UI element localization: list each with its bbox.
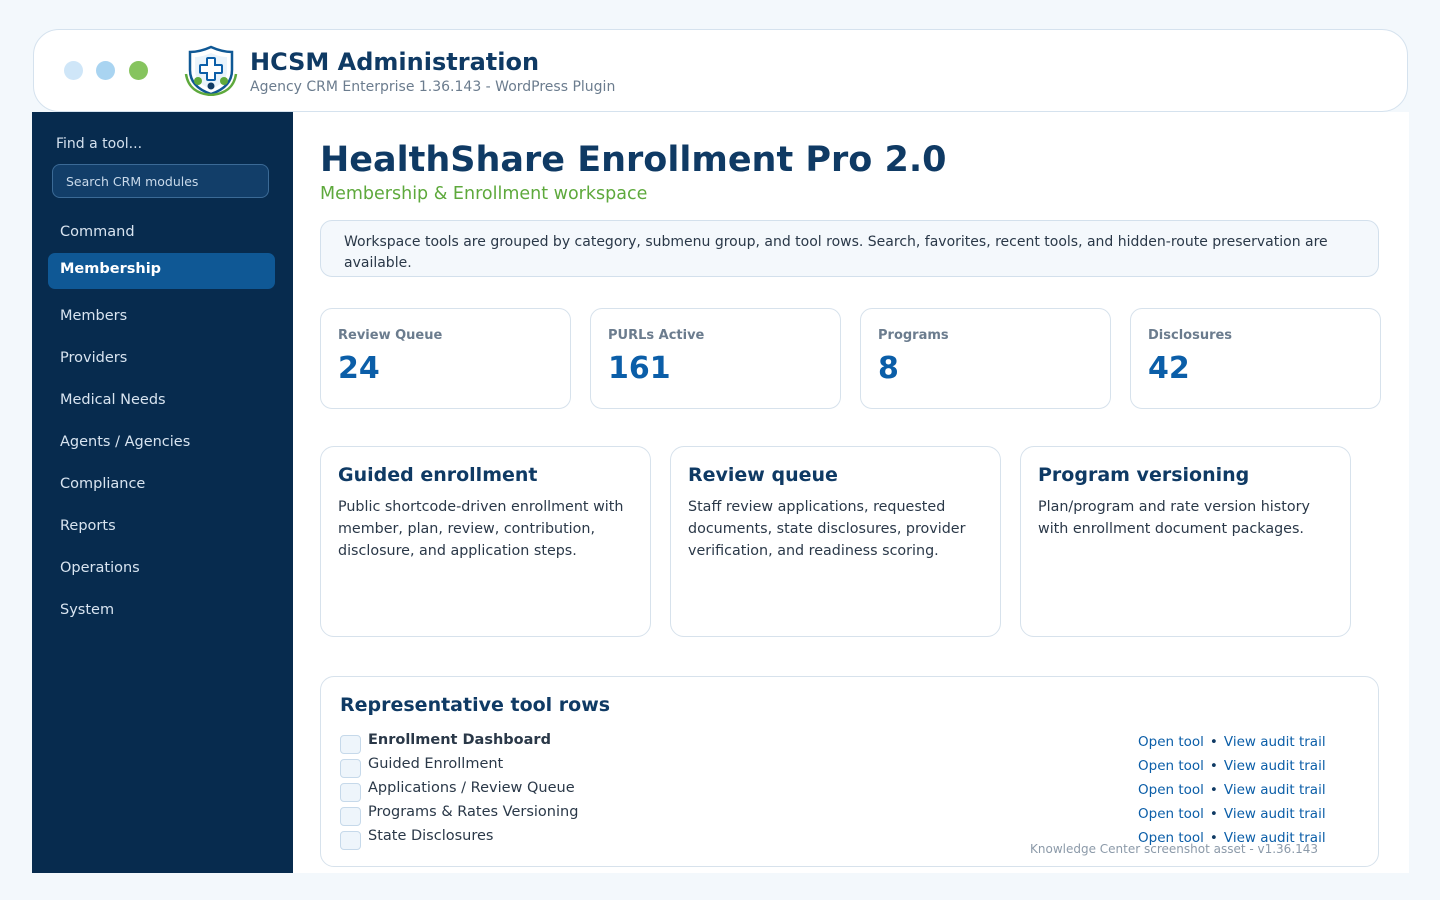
tool-row bbox=[340, 777, 1340, 799]
window-dot-maximize[interactable] bbox=[129, 61, 148, 80]
tool-actions bbox=[1138, 758, 1326, 774]
feature-description: Public shortcode-driven enrollment with member, plan, review, contribution, disclosure, and application steps. bbox=[338, 499, 624, 559]
app-subtitle: Agency CRM Enterprise 1.36.143 - WordPress Plugin bbox=[250, 79, 616, 95]
sidebar-item-system[interactable]: System bbox=[60, 602, 115, 618]
feature-card-program-versioning[interactable] bbox=[1020, 446, 1351, 637]
tool-rows-panel bbox=[320, 676, 1379, 867]
feature-description: Staff review applications, requested documents, state disclosures, provider verification, and readiness scoring. bbox=[688, 499, 966, 559]
view-audit-trail-link[interactable]: View audit trail bbox=[1223, 806, 1326, 822]
shield-logo-icon bbox=[184, 44, 238, 96]
stat-value: 8 bbox=[878, 351, 899, 386]
separator: • bbox=[1209, 806, 1218, 822]
tools-panel-title: Representative tool rows bbox=[340, 694, 611, 716]
tool-checkbox[interactable] bbox=[340, 831, 361, 850]
feature-description: Plan/program and rate version history with enrollment document packages. bbox=[1038, 499, 1310, 537]
stat-card-purls-active[interactable] bbox=[590, 308, 841, 409]
tool-row bbox=[340, 729, 1340, 751]
sidebar-item-providers[interactable]: Providers bbox=[60, 350, 128, 366]
tool-checkbox[interactable] bbox=[340, 759, 361, 778]
page-subtitle: Membership & Enrollment workspace bbox=[320, 184, 648, 204]
stat-value: 42 bbox=[1148, 351, 1190, 386]
stat-label: PURLs Active bbox=[608, 328, 705, 343]
open-tool-link[interactable]: Open tool bbox=[1138, 830, 1204, 846]
open-tool-link[interactable]: Open tool bbox=[1138, 782, 1204, 798]
stat-card-disclosures[interactable] bbox=[1130, 308, 1381, 409]
app-header bbox=[33, 29, 1408, 112]
open-tool-link[interactable]: Open tool bbox=[1138, 806, 1204, 822]
stat-label: Programs bbox=[878, 328, 949, 343]
view-audit-trail-link[interactable]: View audit trail bbox=[1223, 830, 1326, 846]
stat-value: 24 bbox=[338, 351, 380, 386]
find-tool-label: Find a tool... bbox=[56, 136, 143, 152]
sidebar-item-members[interactable]: Members bbox=[60, 308, 128, 324]
separator: • bbox=[1209, 758, 1218, 774]
tool-name: Programs & Rates Versioning bbox=[368, 804, 579, 820]
separator: • bbox=[1209, 782, 1218, 798]
tool-checkbox[interactable] bbox=[340, 807, 361, 826]
feature-title: Review queue bbox=[688, 464, 838, 486]
view-audit-trail-link[interactable]: View audit trail bbox=[1223, 782, 1326, 798]
stat-value: 161 bbox=[608, 351, 671, 386]
window-dot-close[interactable] bbox=[64, 61, 83, 80]
feature-title: Guided enrollment bbox=[338, 464, 538, 486]
stat-card-programs[interactable] bbox=[860, 308, 1111, 409]
sidebar-item-medical-needs[interactable]: Medical Needs bbox=[60, 392, 166, 408]
open-tool-link[interactable]: Open tool bbox=[1138, 734, 1204, 750]
tool-name: Applications / Review Queue bbox=[368, 780, 575, 796]
tool-actions bbox=[1138, 782, 1326, 798]
tool-name: State Disclosures bbox=[368, 828, 494, 844]
window-dot-minimize[interactable] bbox=[96, 61, 115, 80]
sidebar-item-operations[interactable]: Operations bbox=[60, 560, 140, 576]
feature-card-review-queue[interactable] bbox=[670, 446, 1001, 637]
open-tool-link[interactable]: Open tool bbox=[1138, 758, 1204, 774]
stat-label: Disclosures bbox=[1148, 328, 1233, 343]
stat-card-review-queue[interactable] bbox=[320, 308, 571, 409]
tool-checkbox[interactable] bbox=[340, 735, 361, 754]
sidebar-item-command[interactable]: Command bbox=[60, 224, 135, 240]
tool-actions bbox=[1138, 806, 1326, 822]
sidebar-item-compliance[interactable]: Compliance bbox=[60, 476, 146, 492]
tool-row bbox=[340, 753, 1340, 775]
sidebar-item-membership[interactable]: Membership bbox=[48, 253, 275, 289]
footnote: Knowledge Center screenshot asset - v1.36.143 bbox=[1030, 842, 1319, 856]
feature-title: Program versioning bbox=[1038, 464, 1250, 486]
tool-row bbox=[340, 801, 1340, 823]
tool-name: Guided Enrollment bbox=[368, 756, 504, 772]
tool-actions bbox=[1138, 734, 1326, 750]
sidebar-item-agents-agencies[interactable]: Agents / Agencies bbox=[60, 434, 191, 450]
info-banner: Workspace tools are grouped by category, submenu group, and tool rows. Search, favorites, recent tools, and hidden-route preservation are available. bbox=[320, 220, 1379, 277]
search-input[interactable] bbox=[52, 164, 269, 198]
tool-name: Enrollment Dashboard bbox=[368, 732, 551, 748]
sidebar-item-reports[interactable]: Reports bbox=[60, 518, 116, 534]
separator: • bbox=[1209, 734, 1218, 750]
stat-label: Review Queue bbox=[338, 328, 443, 343]
sidebar bbox=[32, 112, 293, 873]
page-title: HealthShare Enrollment Pro 2.0 bbox=[320, 140, 947, 180]
feature-card-guided-enrollment[interactable] bbox=[320, 446, 651, 637]
main-content bbox=[293, 112, 1409, 873]
app-title: HCSM Administration bbox=[250, 48, 540, 76]
tool-checkbox[interactable] bbox=[340, 783, 361, 802]
view-audit-trail-link[interactable]: View audit trail bbox=[1223, 734, 1326, 750]
view-audit-trail-link[interactable]: View audit trail bbox=[1223, 758, 1326, 774]
separator: • bbox=[1209, 830, 1218, 846]
